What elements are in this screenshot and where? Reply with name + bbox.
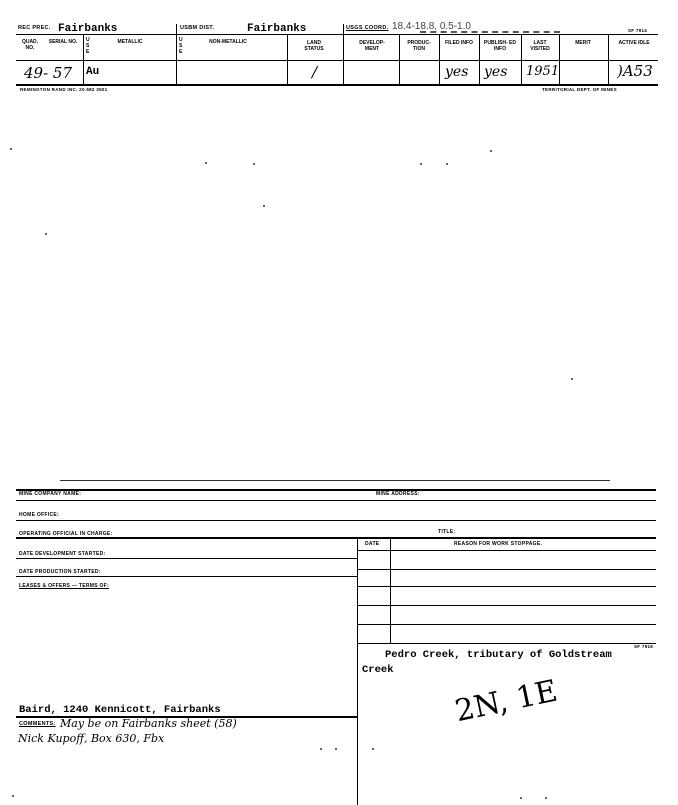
scan-speck <box>545 797 547 799</box>
quad-serial-value: 49- 57 <box>24 64 73 82</box>
active-idle-value: )A53 <box>617 62 653 80</box>
mine-address-label: MINE ADDRESS: <box>376 491 420 497</box>
top-card <box>0 0 678 120</box>
scan-speck <box>372 748 374 750</box>
usgs-coord-value: 18.4-18.8, 0.5-1.0 <box>392 21 471 32</box>
reason-column-label: REASON FOR WORK STOPPAGE. <box>454 541 543 547</box>
scan-speck <box>320 748 322 750</box>
date-column-label: DATE <box>365 541 380 547</box>
active-idle-header: ACTIVE IDLE <box>618 40 650 46</box>
comments-label: COMMENTS: <box>19 721 56 727</box>
operating-official-label: OPERATING OFFICIAL IN CHARGE: <box>19 531 113 537</box>
bottom-card <box>0 470 678 805</box>
non-metallic-header: NON-METALLIC <box>209 39 247 45</box>
filed-info-header: FILED INFO <box>445 40 473 46</box>
scan-speck <box>45 233 47 235</box>
scan-speck <box>571 378 573 380</box>
scan-speck <box>335 748 337 750</box>
usbm-dist-label: USBM DIST. <box>180 25 215 31</box>
development-header: DEVELOP- MENT <box>359 40 385 52</box>
rec-prec-value: Fairbanks <box>58 23 118 35</box>
serial-no-header: SERIAL NO. <box>48 39 78 45</box>
scan-speck <box>253 163 255 165</box>
scan-speck <box>490 150 492 152</box>
published-info-header: PUBLISH- ED INFO <box>484 40 516 52</box>
date-development-label: DATE DEVELOPMENT STARTED: <box>19 551 106 557</box>
merit-header: MERIT <box>575 40 591 46</box>
scan-speck <box>446 163 448 165</box>
location-line-2: Creek <box>362 664 394 676</box>
top-footer-left: REMINGTON RAND INC. 20 682 3501 <box>20 87 108 92</box>
metallic-header: METALLIC <box>117 39 143 45</box>
scan-speck <box>10 148 12 150</box>
top-footer-right: TERRITORIAL DEPT. OF MINES <box>542 87 617 92</box>
filed-info-value: yes <box>445 64 469 80</box>
location-line-1: Pedro Creek, tributary of Goldstream <box>385 649 612 661</box>
usgs-coord-label: USGS COORD. <box>346 25 389 31</box>
scan-speck <box>205 162 207 164</box>
production-header: PRODUC- TION <box>407 40 431 52</box>
metallic-value: Au <box>86 66 100 78</box>
scan-speck <box>263 205 265 207</box>
baird-address-line: Baird, 1240 Kennicott, Fairbanks <box>19 704 221 716</box>
use-letters-left: U S E <box>86 37 90 55</box>
date-production-label: DATE PRODUCTION STARTED: <box>19 569 101 575</box>
title-label: TITLE: <box>438 529 456 535</box>
land-status-value: / <box>312 63 318 81</box>
comments-line-1: May be on Fairbanks sheet (58) <box>60 717 237 730</box>
land-status-header: LAND STATUS <box>304 40 324 52</box>
bottom-form-number: SF 7916 <box>634 644 654 649</box>
rec-prec-label: REC PREC. <box>18 25 51 31</box>
last-visited-value: 1951 <box>526 64 560 79</box>
scan-speck <box>520 797 522 799</box>
leases-offers-label: LEASES & OFFERS — TERMS OF: <box>19 583 110 589</box>
quad-no-header: QUAD. NO. <box>21 39 39 51</box>
scan-speck <box>12 795 14 797</box>
mine-company-name-label: MINE COMPANY NAME: <box>19 491 82 497</box>
home-office-label: HOME OFFICE: <box>19 512 59 518</box>
comments-line-2: Nick Kupoff, Box 630, Fbx <box>18 732 165 745</box>
published-info-value: yes <box>484 64 508 80</box>
scan-speck <box>420 163 422 165</box>
township-range-handwriting: 2N, 1E <box>452 673 561 730</box>
use-letters-right: U S E <box>179 37 183 55</box>
last-visited-header: LAST VISITED <box>530 40 550 52</box>
usbm-dist-value: Fairbanks <box>247 23 307 35</box>
top-form-number: SF 7914 <box>628 28 648 33</box>
